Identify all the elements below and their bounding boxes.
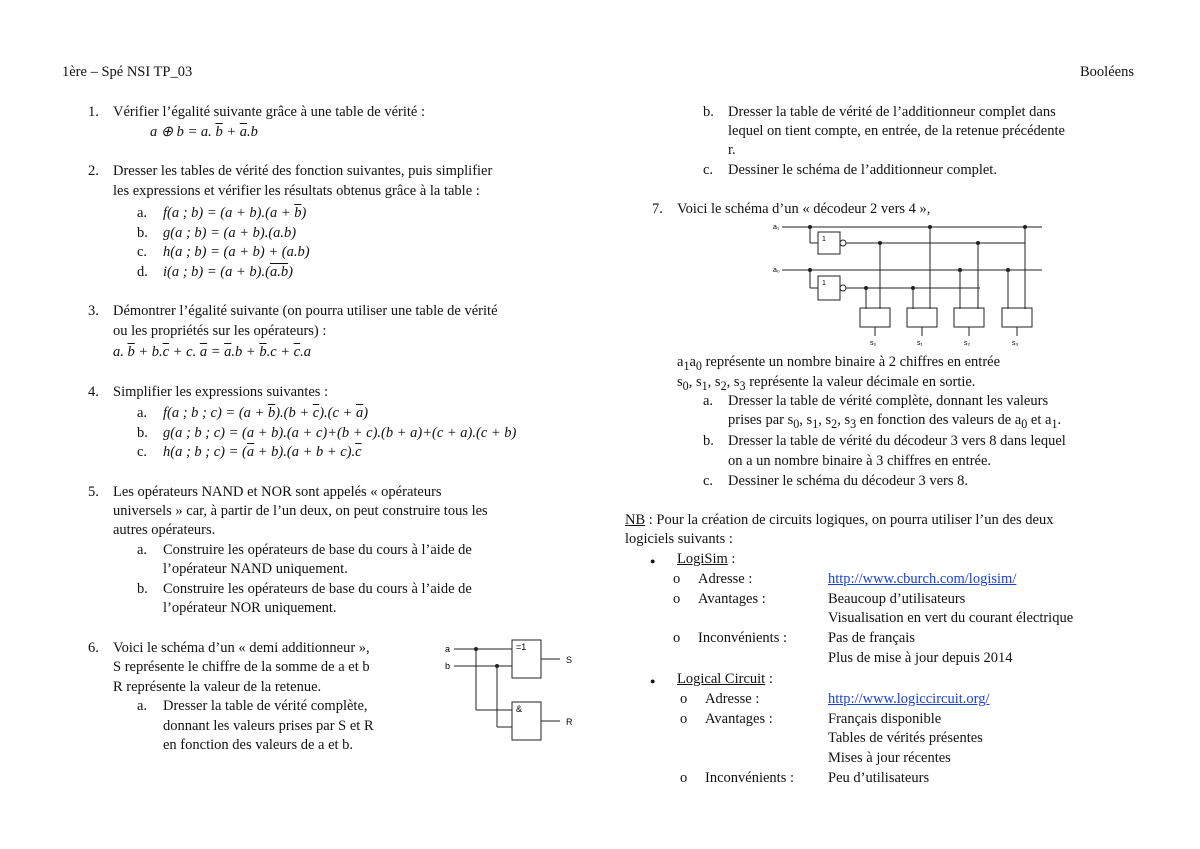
q6-a-line3: en fonction des valeurs de a et b. [163,737,354,753]
q3-line1: Démontrer l’égalité suivante (on pourra utiliser une table de vérité [113,303,498,319]
q5-b-line2: l’opérateur NOR uniquement. [163,600,337,616]
ha-input-a: a [445,644,451,654]
circle-bullet-icon: o [673,571,681,587]
q6-label-a: a. [137,698,148,714]
circle-bullet-icon: o [673,630,681,646]
q7-b-line1: Dresser la table de vérité du décodeur 3 vers 8 dans lequel [728,433,1066,449]
logical-av3: Mises à jour récentes [828,750,951,766]
q7-b-line2: on a un nombre binaire à 3 chiffres en entrée. [728,453,992,469]
logisim-inconv-label: Inconvénients : [698,630,787,646]
q1-text: Vérifier l’égalité suivante grâce à une table de vérité : [113,104,425,120]
q7-number: 7. [652,201,663,217]
q2-label-d: d. [137,264,148,280]
q4-number: 4. [88,384,99,400]
q2-label-a: a. [137,205,148,221]
circle-bullet-icon: o [680,691,688,707]
ha-and-label: & [516,704,523,714]
q3-formula: a. $\overline{b} + b.\overline{c} + c$. $\overline{a} = \overline{a}.b + \overline{b}.c + \overline{c}.a$ [113,344,311,360]
q7-a-line1: Dresser la table de vérité complète, donnant les valeurs [728,393,1049,409]
dec-out-s3: s₃ [1012,340,1019,347]
ha-output-s: S [566,655,573,665]
dec-out-s0: s₀ [870,340,877,347]
header-left: 1ère – Spé NSI TP_03 [62,64,193,80]
decoder-diagram [770,218,1046,350]
q7-desc2: $s_0$, $s_1$, $s_2$, $s_3$ représente la valeur décimale en sortie. [677,374,976,393]
q7-c-text: Dessiner le schéma du décodeur 3 vers 8. [728,473,968,489]
q4-text: Simplifier les expressions suivantes : [113,384,329,400]
q7-label-b: b. [703,433,714,449]
q2-formula-d: i(a ; b) = (a + b).(a.b) [163,264,293,280]
bullet-icon: ● [650,676,656,686]
q5-a-line1: Construire les opérateurs de base du cours à l’aide de [163,542,472,558]
q6-b-line3: r. [728,142,736,158]
logisim-av1: Beaucoup d’utilisateurs [828,591,966,607]
logisim-in1: Pas de français [828,630,915,646]
q2-formula-b: g(a ; b) = (a + b).(a.b) [163,225,297,241]
q7-a-line2: prises par $s_0$, $s_1$, $s_2$, $s_3$ en fonction des valeurs de $a_0$ et $a_1$. [728,412,1062,431]
logical-in1: Peu d’utilisateurs [828,770,930,786]
dec-not1-label: 1 [822,236,826,243]
q6-label-b: b. [703,104,714,120]
q5-line1: Les opérateurs NAND et NOR sont appelés « opérateurs [113,484,442,500]
header-right: Booléens [1080,64,1134,80]
dec-not2-label: 1 [822,280,826,287]
ha-input-b: b [445,661,451,671]
q4-formula-b: g(a ; b ; c) = (a + b).(a + c)+(b + c).(b + a)+(c + a).(c + b) [163,425,517,441]
q2-label-b: b. [137,225,148,241]
q4-label-c: c. [137,444,148,460]
q2-formula-a: f(a ; $b) = (a + b).(a + \overline{b})$ [163,205,307,221]
ha-xor-label: =1 [516,642,527,652]
nb-line2: logiciels suivants : [625,531,733,547]
nb-line1 [625,512,1053,529]
q2-line1: Dresser les tables de vérité des fonction suivantes, puis simplifier [113,163,493,179]
q6-line1: Voici le schéma d’un « demi additionneur », [113,640,370,656]
half-adder-diagram [440,632,585,752]
logical-sep: : [765,671,773,687]
logisim-name[interactable]: LogiSim [677,551,728,567]
logisim-av2: Visualisation en vert du courant électrique [828,610,1074,626]
q7-text: Voici le schéma d’un « décodeur 2 vers 4 », [677,201,931,217]
logical-av2: Tables de vérités présentes [828,730,983,746]
q5-label-b: b. [137,581,148,597]
q4-formula-a: f(a ; b ; $c) = (a + \overline{b}).(b + \overline{c}).(c + \overline{a})$ [163,405,369,421]
logical-inconv-label: Inconvénients : [705,770,794,786]
q6-label-c: c. [703,162,714,178]
circle-bullet-icon: o [680,711,688,727]
logical-link[interactable]: http://www.logiccircuit.org/ [828,691,990,707]
logical-name[interactable]: Logical Circuit [677,671,766,687]
q5-label-a: a. [137,542,148,558]
q6-a-line1: Dresser la table de vérité complète, [163,698,368,714]
q6-line3: R représente la valeur de la retenue. [113,679,322,695]
logisim-in2: Plus de mise à jour depuis 2014 [828,650,1013,666]
q6-line2: S représente le chiffre de la somme de a et b [113,659,370,675]
q6-number: 6. [88,640,99,656]
nb-label: NB [625,512,646,528]
nb-line1-text: : Pour la création de circuits logiques, on pourra utiliser l’un des deux [645,512,1054,528]
q5-b-line1: Construire les opérateurs de base du cours à l’aide de [163,581,472,597]
logical-avantages-label: Avantages : [705,711,773,727]
q2-formula-c: h(a ; b) = (a + b) + (a.b) [163,244,310,260]
q6-c-text: Dessiner le schéma de l’additionneur complet. [728,162,997,178]
logisim-link[interactable]: http://www.cburch.com/logisim/ [828,571,1017,587]
q4-label-a: a. [137,405,148,421]
q4-label-b: b. [137,425,148,441]
q1-formula: a ⊕ b = a. $\overline{b} + \overline{a}.b$ [150,124,258,140]
dec-out-s1: s₁ [917,340,923,347]
q6-b-line2: lequel on tient compte, en entrée, de la retenue précédente [728,123,1065,139]
dec-input-a0: a₀ [773,267,780,274]
q7-desc1: $a_1a_0$ représente un nombre binaire à 2 chiffres en entrée [677,354,1001,373]
q2-line2: les expressions et vérifier les résultats obtenus grâce à la table : [113,183,480,199]
logisim-adresse-label: Adresse : [698,571,753,587]
circle-bullet-icon: o [673,591,681,607]
circle-bullet-icon: o [680,770,688,786]
q2-label-c: c. [137,244,148,260]
bullet-icon: ● [650,556,656,566]
q1-number: 1. [88,104,99,120]
q2-number: 2. [88,163,99,179]
q7-label-c: c. [703,473,714,489]
dec-out-s2: s₂ [964,340,971,347]
logisim-avantages-label: Avantages : [698,591,766,607]
q7-label-a: a. [703,393,714,409]
q5-a-line2: l’opérateur NAND uniquement. [163,561,348,577]
logisim-title [677,551,735,568]
logisim-sep: : [727,551,736,567]
logical-adresse-label: Adresse : [705,691,760,707]
q5-line3: autres opérateurs. [113,522,216,538]
q5-number: 5. [88,484,99,500]
q5-line2: universels » car, à partir de l’un deux, on peut construire tous les [113,503,488,519]
dec-input-a1: a₁ [773,224,780,231]
logical-av1: Français disponible [828,711,942,727]
q6-b-line1: Dresser la table de vérité de l’additionneur complet dans [728,104,1056,120]
q3-number: 3. [88,303,99,319]
logical-title [677,671,773,688]
ha-output-r: R [566,717,573,727]
q4-formula-c: h(a ; b ; $c) = (\overline{a} + b).(a + b + c).\overline{c}$ [163,444,362,460]
q6-a-line2: donnant les valeurs prises par S et R [163,718,374,734]
q3-line2: ou les propriétés sur les opérateurs) : [113,323,327,339]
